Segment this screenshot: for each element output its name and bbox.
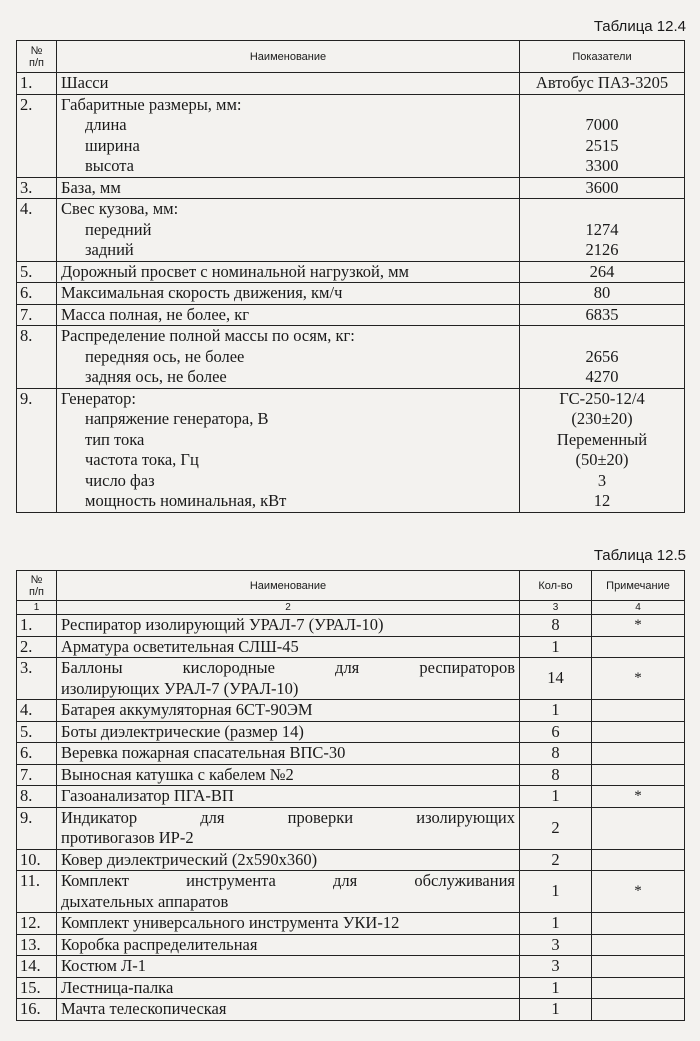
table-row [17,934,685,956]
row-name [57,177,520,199]
row-number: 7. [17,764,57,786]
row-note: * [592,871,685,913]
row-name-text: Респиратор изолирующий УРАЛ-7 (УРАЛ-10) [61,615,384,634]
col-header-value: Показатели [520,41,685,73]
row-subitem: число фаз [85,470,155,490]
row-note [592,999,685,1021]
row-qty: 1 [520,871,592,913]
row-name [57,304,520,326]
table-row [17,807,685,849]
row-note [592,849,685,871]
row-subitem: высота [85,156,134,175]
row-name [57,871,520,913]
row-subitem: тип тока [85,429,145,449]
row-qty: 1 [520,913,592,935]
row-note [592,700,685,722]
row-value-item: 12 [593,491,611,510]
row-note [592,977,685,999]
row-note: * [592,615,685,637]
row-qty: 6 [520,721,592,743]
table-row [17,261,685,283]
row-name-text: Коробка распределительная [61,934,258,954]
row-name [57,721,520,743]
row-name-text: Арматура осветительная СЛШ-45 [61,636,299,656]
spacer [524,95,680,116]
table-row [17,199,685,262]
col-header-qty: Кол-во [520,571,592,601]
table-row [17,283,685,305]
row-number: 1. [17,73,57,95]
row-number: 2. [17,636,57,658]
row-name-text: Лестница-палка [61,977,174,997]
row-name [57,977,520,999]
row-name-text: Ковер диэлектрический (2х590х360) [61,849,318,869]
spacer [524,199,680,220]
row-name [57,615,520,637]
row-number: 6. [17,743,57,765]
row-value [520,199,685,262]
row-note [592,636,685,658]
row-note [592,743,685,765]
row-name-text: Мачта телескопическая [61,999,227,1018]
row-value-item: 2515 [585,135,619,155]
row-name [57,283,520,305]
row-number: 9. [17,388,57,512]
row-subitem: длина [85,115,127,134]
row-subitem: задний [85,240,134,259]
table-row [17,658,685,700]
row-name-text: Комплект универсального инструмента УКИ-12 [61,913,400,932]
col-header-name: Наименование [57,41,520,73]
row-value-item: 6835 [585,304,619,324]
row-name-line: противогазов ИР-2 [61,828,194,847]
row-note [592,721,685,743]
row-name-line: Баллоны кислородные для респираторов [61,658,515,677]
row-subitem: частота тока, Гц [85,450,199,469]
row-name [57,636,520,658]
table-row [17,73,685,95]
row-value-item: 1274 [585,219,619,239]
row-qty: 3 [520,934,592,956]
row-title: Габаритные размеры, мм: [61,94,242,114]
row-number: 4. [17,700,57,722]
table-row [17,636,685,658]
col-index-4: 4 [592,601,685,615]
row-value-item: 2126 [585,240,619,259]
row-value-item: 4270 [585,367,619,386]
row-name [57,261,520,283]
row-qty: 3 [520,956,592,978]
row-number: 8. [17,786,57,808]
row-number: 2. [17,94,57,177]
row-name [57,913,520,935]
row-subitem: напряжение генератора, В [85,409,269,428]
row-value-item: (230±20) [571,409,633,428]
table-row [17,304,685,326]
specifications-table [16,40,685,513]
table-row [17,326,685,389]
row-value-head: ГС-250-12/4 [559,388,645,408]
row-number: 3. [17,177,57,199]
row-note: * [592,786,685,808]
table-12-4-caption: Таблица 12.4 [593,18,686,35]
row-name-line: дыхательных аппаратов [61,891,229,911]
row-title: Распределение полной массы по осям, кг: [61,326,355,345]
col-header-num: № п/п [17,571,57,601]
row-name-line: Индикатор для проверки изолирующих [61,807,515,827]
table-row [17,999,685,1021]
row-value-item: 3 [597,470,607,490]
row-number: 6. [17,283,57,305]
row-note [592,913,685,935]
row-qty: 8 [520,615,592,637]
row-name [57,956,520,978]
row-title: Генератор: [61,388,136,408]
row-name-text: Костюм Л-1 [61,956,146,975]
table-12-5-caption: Таблица 12.5 [593,547,686,564]
row-number: 5. [17,261,57,283]
row-name [57,388,520,512]
row-subitem: передняя ось, не более [85,346,245,366]
row-value [520,388,685,512]
row-subitem: задняя ось, не более [85,367,227,386]
row-number: 5. [17,721,57,743]
row-number: 4. [17,199,57,262]
row-name [57,849,520,871]
row-subitem: ширина [85,135,140,155]
row-note [592,764,685,786]
row-name-line: изолирующих УРАЛ-7 (УРАЛ-10) [61,678,299,698]
row-name-text: Боты диэлектрические (размер 14) [61,721,304,741]
col-index-3: 3 [520,601,592,615]
row-value-item: 264 [589,261,615,281]
row-qty: 14 [520,658,592,700]
col-header-name: Наименование [57,571,520,601]
row-name-text: Выносная катушка с кабелем №2 [61,764,294,784]
row-name [57,199,520,262]
row-name [57,764,520,786]
row-value [520,326,685,389]
table-row [17,786,685,808]
table-row [17,849,685,871]
row-number: 10. [17,849,57,871]
row-note [592,807,685,849]
row-qty: 8 [520,743,592,765]
row-qty: 1 [520,636,592,658]
row-value [520,261,685,283]
row-number: 3. [17,658,57,700]
row-name-line: Комплект инструмента для обслуживания [61,871,515,890]
row-value [520,94,685,177]
table-row [17,764,685,786]
row-name [57,94,520,177]
row-value-item: 3300 [585,156,619,175]
row-number: 14. [17,956,57,978]
row-name-text: Газоанализатор ПГА-ВП [61,786,234,805]
col-index-1: 1 [17,601,57,615]
row-number: 8. [17,326,57,389]
row-note [592,956,685,978]
row-value-item: 2656 [585,346,619,366]
row-title: Свес кузова, мм: [61,199,179,218]
row-title: Максимальная скорость движения, км/ч [61,283,343,302]
row-name [57,934,520,956]
row-value [520,177,685,199]
table-row [17,743,685,765]
row-number: 9. [17,807,57,849]
row-value-item: 80 [593,283,611,302]
row-value [520,283,685,305]
row-qty: 8 [520,764,592,786]
row-value-item: Переменный [556,429,648,449]
row-value [520,304,685,326]
table-row [17,721,685,743]
row-qty: 2 [520,807,592,849]
row-number: 1. [17,615,57,637]
row-name [57,73,520,95]
table-row [17,700,685,722]
row-title: Масса полная, не более, кг [61,304,250,324]
row-title: Шасси [61,73,109,92]
row-note: * [592,658,685,700]
row-name [57,807,520,849]
row-number: 11. [17,871,57,913]
row-value-item: 3600 [585,177,619,197]
row-number: 13. [17,934,57,956]
row-number: 12. [17,913,57,935]
table-row [17,177,685,199]
row-value-item: (50±20) [575,450,629,469]
table-row [17,913,685,935]
row-name [57,658,520,700]
table-row [17,871,685,913]
row-number: 16. [17,999,57,1021]
row-name [57,700,520,722]
col-header-num: № п/п [17,41,57,73]
row-number: 7. [17,304,57,326]
table-row [17,94,685,177]
row-name [57,786,520,808]
table-row [17,615,685,637]
table-row [17,977,685,999]
row-name [57,326,520,389]
row-value-item: Автобус ПАЗ-3205 [535,73,669,92]
row-qty: 1 [520,700,592,722]
row-name [57,999,520,1021]
row-note [592,934,685,956]
row-title: Дорожный просвет с номинальной нагрузкой, мм [61,261,409,281]
row-subitem: мощность номинальная, кВт [85,491,287,510]
row-value [520,73,685,95]
row-subitem: передний [85,219,152,239]
table-row [17,388,685,512]
row-qty: 1 [520,977,592,999]
row-name-text: Веревка пожарная спасательная ВПС-30 [61,743,346,762]
row-number: 15. [17,977,57,999]
row-name [57,743,520,765]
row-qty: 2 [520,849,592,871]
row-value-item: 7000 [585,115,619,134]
equipment-table [16,570,685,1021]
col-header-note: Примечание [592,571,685,601]
row-qty: 1 [520,786,592,808]
row-title: База, мм [61,177,121,197]
row-name-text: Батарея аккумуляторная 6СТ-90ЭМ [61,700,313,719]
col-index-2: 2 [57,601,520,615]
row-qty: 1 [520,999,592,1021]
spacer [524,326,680,347]
table-row [17,956,685,978]
